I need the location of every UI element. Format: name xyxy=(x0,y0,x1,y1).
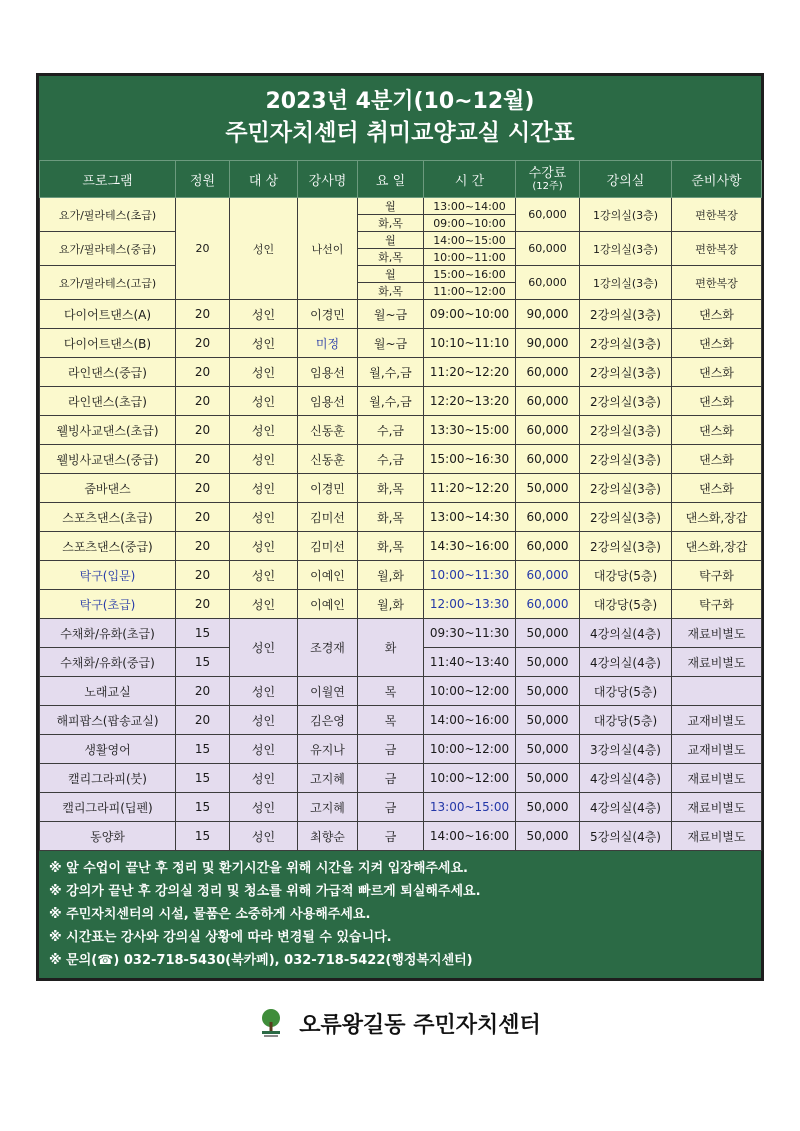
cell-program: 수채화/유화(중급) xyxy=(40,648,176,677)
cell-room: 2강의실(3층) xyxy=(580,532,672,561)
cell-prep: 댄스화 xyxy=(672,300,762,329)
cell-room: 대강당(5층) xyxy=(580,561,672,590)
header-row xyxy=(40,161,762,198)
schedule-sheet xyxy=(36,73,764,981)
cell-instructor: 고지혜 xyxy=(298,793,358,822)
cell-prep: 재료비별도 xyxy=(672,619,762,648)
cell-room: 3강의실(4층) xyxy=(580,735,672,764)
cell-program: 스포츠댄스(초급) xyxy=(40,503,176,532)
cell-program: 수채화/유화(초급) xyxy=(40,619,176,648)
note-line: ※ 강의가 끝난 후 강의실 정리 및 청소를 위해 가급적 빠르게 퇴실해주세요. xyxy=(49,884,481,899)
cell-fee: 60,000 xyxy=(516,561,580,590)
cell-fee: 60,000 xyxy=(516,358,580,387)
cell-capacity: 15 xyxy=(176,735,230,764)
cell-capacity: 15 xyxy=(176,619,230,648)
cell-instructor: 유지나 xyxy=(298,735,358,764)
cell-prep: 댄스화,장갑 xyxy=(672,532,762,561)
cell-program: 노래교실 xyxy=(40,677,176,706)
cell-prep: 댄스화 xyxy=(672,329,762,358)
cell-capacity: 20 xyxy=(176,677,230,706)
cell-fee: 60,000 xyxy=(516,266,580,300)
cell-target: 성인 xyxy=(230,445,298,474)
table-row xyxy=(40,266,762,283)
cell-capacity: 20 xyxy=(176,474,230,503)
cell-target: 성인 xyxy=(230,735,298,764)
cell-room: 2강의실(3층) xyxy=(580,387,672,416)
header-room: 강의실 xyxy=(580,161,672,198)
cell-instructor: 나선이 xyxy=(298,198,358,300)
cell-prep: 댄스화 xyxy=(672,358,762,387)
cell-fee: 50,000 xyxy=(516,677,580,706)
cell-instructor: 신동훈 xyxy=(298,416,358,445)
cell-program: 탁구(초급) xyxy=(40,590,176,619)
cell-day: 월 xyxy=(358,198,424,215)
title-main: 주민자치센터 취미교양교실 시간표 xyxy=(225,120,575,146)
cell-program: 생활영어 xyxy=(40,735,176,764)
table-row xyxy=(40,822,762,851)
cell-prep: 편한복장 xyxy=(672,198,762,232)
cell-capacity: 15 xyxy=(176,648,230,677)
cell-prep: 교재비별도 xyxy=(672,706,762,735)
cell-fee: 60,000 xyxy=(516,387,580,416)
cell-fee: 90,000 xyxy=(516,300,580,329)
header-capacity: 정원 xyxy=(176,161,230,198)
cell-instructor: 이경민 xyxy=(298,300,358,329)
cell-room: 4강의실(4층) xyxy=(580,619,672,648)
cell-time: 12:00~13:30 xyxy=(424,590,516,619)
cell-target: 성인 xyxy=(230,677,298,706)
cell-program: 다이어트댄스(B) xyxy=(40,329,176,358)
header-instructor: 강사명 xyxy=(298,161,358,198)
cell-time: 09:30~11:30 xyxy=(424,619,516,648)
cell-prep: 교재비별도 xyxy=(672,735,762,764)
cell-time: 09:00~10:00 xyxy=(424,300,516,329)
cell-prep: 댄스화 xyxy=(672,416,762,445)
schedule-table xyxy=(39,160,762,851)
title-block xyxy=(39,76,761,160)
cell-time: 14:30~16:00 xyxy=(424,532,516,561)
cell-instructor: 김은영 xyxy=(298,706,358,735)
cell-prep: 편한복장 xyxy=(672,266,762,300)
cell-target: 성인 xyxy=(230,503,298,532)
cell-day: 금 xyxy=(358,822,424,851)
cell-program: 라인댄스(중급) xyxy=(40,358,176,387)
cell-time: 13:00~15:00 xyxy=(424,793,516,822)
cell-fee: 50,000 xyxy=(516,619,580,648)
cell-prep: 재료비별도 xyxy=(672,822,762,851)
table-row xyxy=(40,387,762,416)
cell-day: 월,수,금 xyxy=(358,358,424,387)
cell-instructor: 이월연 xyxy=(298,677,358,706)
header-fee xyxy=(516,161,580,198)
cell-room: 1강의실(3층) xyxy=(580,198,672,232)
cell-time: 15:00~16:00 xyxy=(424,266,516,283)
header-day: 요 일 xyxy=(358,161,424,198)
header-program: 프로그램 xyxy=(40,161,176,198)
table-row xyxy=(40,764,762,793)
cell-program: 동양화 xyxy=(40,822,176,851)
cell-room: 대강당(5층) xyxy=(580,590,672,619)
cell-day: 목 xyxy=(358,706,424,735)
cell-fee: 60,000 xyxy=(516,445,580,474)
cell-time: 14:00~16:00 xyxy=(424,822,516,851)
cell-room: 4강의실(4층) xyxy=(580,764,672,793)
notes-section xyxy=(39,851,761,978)
table-row xyxy=(40,416,762,445)
cell-program: 캘리그라피(딥펜) xyxy=(40,793,176,822)
cell-time: 11:40~13:40 xyxy=(424,648,516,677)
cell-target: 성인 xyxy=(230,300,298,329)
cell-fee: 50,000 xyxy=(516,474,580,503)
cell-capacity: 20 xyxy=(176,387,230,416)
table-row xyxy=(40,532,762,561)
cell-fee: 90,000 xyxy=(516,329,580,358)
cell-room: 2강의실(3층) xyxy=(580,503,672,532)
cell-instructor: 이경민 xyxy=(298,474,358,503)
cell-target: 성인 xyxy=(230,793,298,822)
table-row xyxy=(40,793,762,822)
cell-instructor: 이예인 xyxy=(298,590,358,619)
cell-target: 성인 xyxy=(230,822,298,851)
cell-program: 줌바댄스 xyxy=(40,474,176,503)
cell-capacity: 20 xyxy=(176,300,230,329)
cell-fee: 50,000 xyxy=(516,764,580,793)
cell-room: 대강당(5층) xyxy=(580,677,672,706)
cell-room: 5강의실(4층) xyxy=(580,822,672,851)
header-fee-sub: (12주) xyxy=(532,180,563,192)
logo-icon xyxy=(259,1008,283,1038)
cell-target: 성인 xyxy=(230,474,298,503)
cell-program: 요가/필라테스(초급) xyxy=(40,198,176,232)
cell-prep: 재료비별도 xyxy=(672,764,762,793)
cell-room: 2강의실(3층) xyxy=(580,358,672,387)
table-row xyxy=(40,503,762,532)
cell-program: 캘리그라피(붓) xyxy=(40,764,176,793)
cell-program: 라인댄스(초급) xyxy=(40,387,176,416)
cell-day: 수,금 xyxy=(358,445,424,474)
cell-day: 금 xyxy=(358,764,424,793)
table-row xyxy=(40,706,762,735)
cell-day: 화 xyxy=(358,619,424,677)
cell-time: 14:00~16:00 xyxy=(424,706,516,735)
cell-target: 성인 xyxy=(230,198,298,300)
cell-room: 1강의실(3층) xyxy=(580,266,672,300)
cell-day: 화,목 xyxy=(358,474,424,503)
cell-day: 금 xyxy=(358,793,424,822)
cell-fee: 50,000 xyxy=(516,793,580,822)
cell-day: 수,금 xyxy=(358,416,424,445)
cell-day: 목 xyxy=(358,677,424,706)
cell-day: 화,목 xyxy=(358,215,424,232)
note-line: ※ 앞 수업이 끝난 후 정리 및 환기시간을 위해 시간을 지켜 입장해주세요. xyxy=(49,861,468,876)
cell-capacity: 15 xyxy=(176,822,230,851)
cell-day: 월,화 xyxy=(358,561,424,590)
cell-day: 화,목 xyxy=(358,283,424,300)
header-fee-label: 수강료 xyxy=(528,165,567,181)
cell-room: 2강의실(3층) xyxy=(580,416,672,445)
note-line: ※ 시간표는 강사와 강의실 상황에 따라 변경될 수 있습니다. xyxy=(49,930,392,945)
cell-time: 11:00~12:00 xyxy=(424,283,516,300)
cell-instructor: 김미선 xyxy=(298,503,358,532)
cell-fee: 50,000 xyxy=(516,706,580,735)
cell-day: 월,화 xyxy=(358,590,424,619)
cell-fee: 60,000 xyxy=(516,532,580,561)
cell-prep: 댄스화,장갑 xyxy=(672,503,762,532)
cell-target: 성인 xyxy=(230,561,298,590)
cell-capacity: 20 xyxy=(176,532,230,561)
table-row xyxy=(40,300,762,329)
cell-fee: 60,000 xyxy=(516,198,580,232)
cell-time: 13:30~15:00 xyxy=(424,416,516,445)
cell-time: 11:20~12:20 xyxy=(424,474,516,503)
table-row xyxy=(40,329,762,358)
cell-prep: 댄스화 xyxy=(672,474,762,503)
title-period: 2023년 4분기(10~12월) xyxy=(265,89,535,114)
cell-capacity: 20 xyxy=(176,416,230,445)
cell-day: 화,목 xyxy=(358,532,424,561)
cell-time: 10:00~12:00 xyxy=(424,735,516,764)
cell-instructor: 미정 xyxy=(298,329,358,358)
table-row xyxy=(40,198,762,215)
cell-fee: 50,000 xyxy=(516,648,580,677)
cell-program: 웰빙사교댄스(중급) xyxy=(40,445,176,474)
table-row xyxy=(40,445,762,474)
cell-prep: 재료비별도 xyxy=(672,793,762,822)
cell-program: 해피팝스(팝송교실) xyxy=(40,706,176,735)
cell-capacity: 15 xyxy=(176,764,230,793)
cell-instructor: 임용선 xyxy=(298,387,358,416)
cell-fee: 60,000 xyxy=(516,503,580,532)
cell-time: 09:00~10:00 xyxy=(424,215,516,232)
table-row xyxy=(40,677,762,706)
cell-time: 10:00~12:00 xyxy=(424,677,516,706)
cell-target: 성인 xyxy=(230,706,298,735)
cell-capacity: 20 xyxy=(176,561,230,590)
cell-fee: 60,000 xyxy=(516,590,580,619)
cell-time: 10:00~12:00 xyxy=(424,764,516,793)
cell-prep xyxy=(672,677,762,706)
cell-prep: 댄스화 xyxy=(672,445,762,474)
cell-room: 대강당(5층) xyxy=(580,706,672,735)
cell-day: 화,목 xyxy=(358,249,424,266)
cell-prep: 편한복장 xyxy=(672,232,762,266)
cell-time: 10:00~11:00 xyxy=(424,249,516,266)
header-prep: 준비사항 xyxy=(672,161,762,198)
cell-room: 2강의실(3층) xyxy=(580,474,672,503)
cell-room: 2강의실(3층) xyxy=(580,445,672,474)
table-row xyxy=(40,735,762,764)
cell-room: 2강의실(3층) xyxy=(580,329,672,358)
cell-target: 성인 xyxy=(230,764,298,793)
cell-day: 월~금 xyxy=(358,300,424,329)
cell-prep: 탁구화 xyxy=(672,561,762,590)
footer xyxy=(0,1003,800,1043)
cell-program: 다이어트댄스(A) xyxy=(40,300,176,329)
cell-instructor: 신동훈 xyxy=(298,445,358,474)
cell-day: 월 xyxy=(358,232,424,249)
cell-day: 화,목 xyxy=(358,503,424,532)
table-row xyxy=(40,358,762,387)
cell-capacity: 20 xyxy=(176,503,230,532)
center-name: 오류왕길동 주민자치센터 xyxy=(299,1012,541,1038)
cell-time: 13:00~14:00 xyxy=(424,198,516,215)
cell-fee: 50,000 xyxy=(516,822,580,851)
cell-prep: 댄스화 xyxy=(672,387,762,416)
cell-time: 15:00~16:30 xyxy=(424,445,516,474)
cell-capacity: 20 xyxy=(176,590,230,619)
cell-target: 성인 xyxy=(230,358,298,387)
cell-instructor: 고지혜 xyxy=(298,764,358,793)
cell-instructor: 김미선 xyxy=(298,532,358,561)
cell-instructor: 이예인 xyxy=(298,561,358,590)
cell-time: 11:20~12:20 xyxy=(424,358,516,387)
cell-program: 요가/필라테스(고급) xyxy=(40,266,176,300)
note-line: ※ 문의(☎) 032-718-5430(북카페), 032-718-5422(행정복지센터) xyxy=(49,953,473,968)
cell-instructor: 조경재 xyxy=(298,619,358,677)
cell-time: 10:10~11:10 xyxy=(424,329,516,358)
cell-time: 13:00~14:30 xyxy=(424,503,516,532)
cell-time: 10:00~11:30 xyxy=(424,561,516,590)
table-row xyxy=(40,232,762,249)
header-time: 시 간 xyxy=(424,161,516,198)
note-line: ※ 주민자치센터의 시설, 물품은 소중하게 사용해주세요. xyxy=(49,907,371,922)
cell-target: 성인 xyxy=(230,619,298,677)
cell-capacity: 20 xyxy=(176,329,230,358)
table-row xyxy=(40,590,762,619)
cell-program: 웰빙사교댄스(초급) xyxy=(40,416,176,445)
cell-program: 스포츠댄스(중급) xyxy=(40,532,176,561)
cell-room: 1강의실(3층) xyxy=(580,232,672,266)
cell-capacity: 20 xyxy=(176,706,230,735)
cell-fee: 60,000 xyxy=(516,232,580,266)
cell-day: 월 xyxy=(358,266,424,283)
table-row xyxy=(40,619,762,648)
cell-room: 2강의실(3층) xyxy=(580,300,672,329)
table-row xyxy=(40,474,762,503)
cell-capacity: 15 xyxy=(176,793,230,822)
cell-prep: 탁구화 xyxy=(672,590,762,619)
cell-day: 금 xyxy=(358,735,424,764)
cell-day: 월,수,금 xyxy=(358,387,424,416)
cell-target: 성인 xyxy=(230,416,298,445)
cell-prep: 재료비별도 xyxy=(672,648,762,677)
cell-instructor: 임용선 xyxy=(298,358,358,387)
cell-room: 4강의실(4층) xyxy=(580,648,672,677)
cell-instructor: 최향순 xyxy=(298,822,358,851)
cell-capacity: 20 xyxy=(176,358,230,387)
cell-fee: 50,000 xyxy=(516,735,580,764)
cell-time: 14:00~15:00 xyxy=(424,232,516,249)
cell-program: 탁구(입문) xyxy=(40,561,176,590)
cell-target: 성인 xyxy=(230,590,298,619)
cell-time: 12:20~13:20 xyxy=(424,387,516,416)
cell-capacity: 20 xyxy=(176,445,230,474)
cell-fee: 60,000 xyxy=(516,416,580,445)
cell-target: 성인 xyxy=(230,532,298,561)
cell-program: 요가/필라테스(중급) xyxy=(40,232,176,266)
cell-capacity: 20 xyxy=(176,198,230,300)
cell-day: 월~금 xyxy=(358,329,424,358)
cell-room: 4강의실(4층) xyxy=(580,793,672,822)
header-target: 대 상 xyxy=(230,161,298,198)
cell-target: 성인 xyxy=(230,329,298,358)
table-row xyxy=(40,561,762,590)
cell-target: 성인 xyxy=(230,387,298,416)
